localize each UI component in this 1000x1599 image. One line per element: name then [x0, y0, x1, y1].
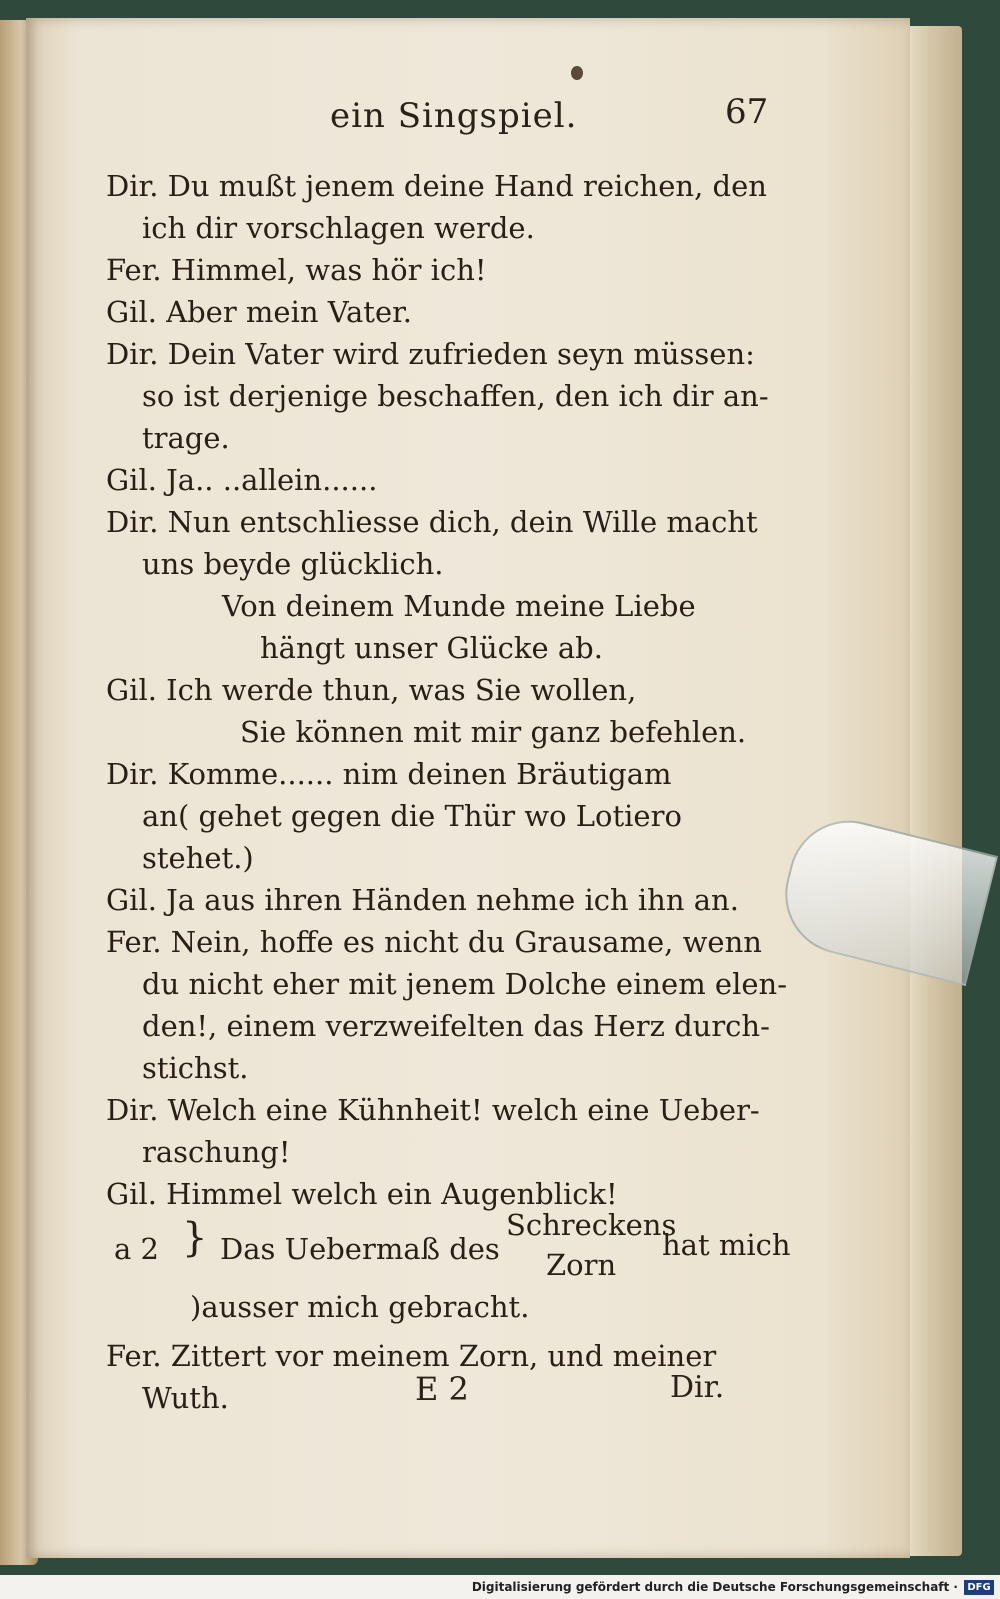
page-number: 67 — [725, 92, 769, 132]
text-line: an( gehet gegen die Thür wo Lotiero — [142, 799, 682, 833]
dfg-logo: DFG — [964, 1580, 994, 1595]
signature-mark: E 2 — [415, 1370, 469, 1408]
text-line: stichst. — [142, 1051, 249, 1085]
duet-after: hat mich — [662, 1228, 791, 1262]
duet-label: a 2 — [114, 1232, 159, 1266]
catchword: Dir. — [670, 1370, 725, 1405]
credit-bar — [0, 1577, 1000, 1599]
duet-text: Das Uebermaß des — [220, 1232, 500, 1266]
text-line: ich dir vorschlagen werde. — [142, 211, 535, 245]
text-line: Fer. Nein, hoffe es nicht du Grausame, wenn — [106, 925, 762, 959]
verse-line: Sie können mit mir ganz befehlen. — [240, 715, 747, 749]
text-line: Dir. Welch eine Kühnheit! welch eine Ueber- — [106, 1093, 760, 1127]
duet-word-bottom: Zorn — [546, 1248, 617, 1282]
text-line: Gil. Ja.. ..allein...... — [106, 463, 378, 497]
ink-dot — [571, 66, 583, 80]
text-line: Dir. Nun entschliesse dich, dein Wille macht — [106, 505, 758, 539]
credit-text: Digitalisierung gefördert durch die Deutsche Forschungsgemeinschaft · — [471, 1580, 958, 1594]
text-line: uns beyde glücklich. — [142, 547, 444, 581]
text-line: Gil. Aber mein Vater. — [106, 295, 413, 329]
running-head: ein Singspiel. — [330, 96, 578, 136]
verse-line: hängt unser Glücke ab. — [260, 631, 603, 665]
text-line: Gil. Himmel welch ein Augenblick! — [106, 1177, 618, 1211]
text-line: Dir. Komme...... nim deinen Bräutigam — [106, 757, 672, 791]
text-line: Wuth. — [142, 1381, 229, 1415]
brace: } — [182, 1215, 208, 1261]
text-line: Fer. Zittert vor meinem Zorn, und meiner — [106, 1339, 717, 1373]
text-line: Dir. Du mußt jenem deine Hand reichen, den — [106, 169, 767, 203]
text-line: Gil. Ja aus ihren Händen nehme ich ihn an. — [106, 883, 739, 917]
text-line: raschung! — [142, 1135, 291, 1169]
text-line: den!, einem verzweifelten das Herz durch- — [142, 1009, 770, 1043]
verse-line: Von deinem Munde meine Liebe — [222, 589, 696, 623]
text-line: Dir. Dein Vater wird zufrieden seyn müssen: — [106, 337, 755, 371]
duet-continuation: )ausser mich gebracht. — [190, 1290, 530, 1324]
duet-word-top: Schreckens — [506, 1208, 677, 1242]
text-line: Gil. Ich werde thun, was Sie wollen, — [106, 673, 637, 707]
text-line: du nicht eher mit jenem Dolche einem elen- — [142, 967, 787, 1001]
text-line: stehet.) — [142, 841, 254, 875]
text-line: so ist derjenige beschaffen, den ich dir an- — [142, 379, 769, 413]
text-line: Fer. Himmel, was hör ich! — [106, 253, 487, 287]
text-line: trage. — [142, 421, 230, 455]
